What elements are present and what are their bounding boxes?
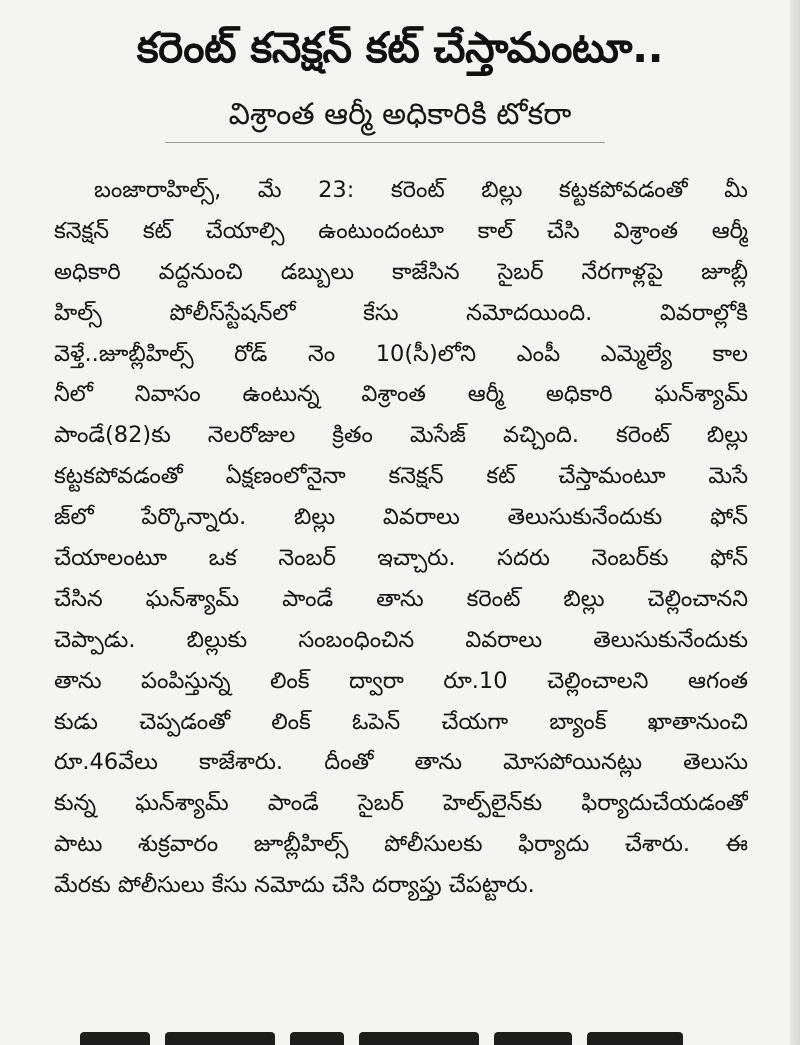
article-line: నీలో నివాసం ఉంటున్న విశ్రాంత ఆర్మీ అధికారి ఘన్‌శ్యామ్	[54, 381, 748, 408]
cropped-glyph-block	[494, 1032, 572, 1045]
article-body	[54, 170, 748, 906]
article-line: మేరకు పోలీసులు కేసు నమోదు చేసి దర్యాప్తు చేపట్టారు.	[54, 872, 535, 899]
article-line: అధికారి వద్దనుంచి డబ్బులు కాజేసిన సైబర్ నేరగాళ్లపై జూబ్లీ	[54, 258, 748, 285]
article-line: జ్‌లో పేర్కొన్నారు. బిల్లు వివరాలు తెలుసుకునేందుకు ఫోన్	[54, 504, 748, 531]
article-line: చేయాలంటూ ఒక నెంబర్ ఇచ్చారు. సదరు నెంబర్‌కు ఫోన్	[54, 545, 748, 572]
article-line: కుడు చెప్పడంతో లింక్ ఓపెన్ చేయగా బ్యాంక్ ఖాతానుంచి	[54, 708, 748, 735]
article-line: తాను పంపిస్తున్న లింక్ ద్వారా రూ.10 చెల్లించాలని ఆగంత	[54, 667, 748, 694]
article-line: చెప్పాడు. బిల్లుకు సంబంధించిన వివరాలు తెలుసుకునేందుకు	[54, 626, 748, 653]
cropped-next-headline	[80, 1026, 720, 1045]
article-line: పాండే(82)కు నెలరోజుల క్రితం మెసేజ్ వచ్చింది. కరెంట్ బిల్లు	[54, 422, 748, 449]
article-line: రూ.46వేలు కాజేశారు. దీంతో తాను మోసపోయినట్లు తెలుసు	[54, 749, 748, 776]
cropped-glyph-block	[80, 1032, 150, 1045]
article-line: హిల్స్ పోలీస్‌స్టేషన్‌లో కేసు నమోదయింది. వివరాల్లోకి	[54, 299, 748, 326]
article-line: పాటు శుక్రవారం జూబ్లీహిల్స్ పోలీసులకు ఫిర్యాదు చేశారు. ఈ	[54, 831, 748, 858]
cropped-glyph-block	[290, 1032, 344, 1045]
article-line: కున్న ఘన్‌శ్యామ్ పాండే సైబర్ హెల్ప్‌లైన్‌కు ఫిర్యాదుచేయడంతో	[54, 790, 748, 817]
article-headline: కరెంట్ కనెక్షన్ కట్ చేస్తామంటూ..	[136, 23, 664, 72]
article-line: చేసిన ఘన్‌శ్యామ్ పాండే తాను కరెంట్ బిల్లు చెల్లించానని	[54, 585, 748, 612]
cropped-glyph-block	[587, 1032, 683, 1045]
paper-edge-shadow	[790, 0, 800, 1045]
article-line: వెళ్తే..జూబ్లీహిల్స్ రోడ్ నెం 10(సీ)లోని ఎంపీ ఎమ్మెల్యే కాల	[54, 340, 748, 367]
article-line: కనెక్షన్ కట్ చేయాల్సి ఉంటుందంటూ కాల్ చేసి విశ్రాంత ఆర్మీ	[54, 217, 748, 244]
cropped-glyph-block	[165, 1032, 275, 1045]
article-line: కట్టకపోవడంతో ఏక్షణంలోనైనా కనెక్షన్ కట్ చేస్తామంటూ మెసే	[54, 463, 748, 490]
cropped-glyph-block	[359, 1032, 479, 1045]
subheadline-rule	[165, 142, 605, 143]
article-subheadline: విశ్రాంత ఆర్మీ అధికారికి టోకరా	[228, 97, 572, 132]
article-line: బంజారాహిల్స్, మే 23: కరెంట్ బిల్లు కట్టకపోవడంతో మీ	[94, 177, 748, 203]
